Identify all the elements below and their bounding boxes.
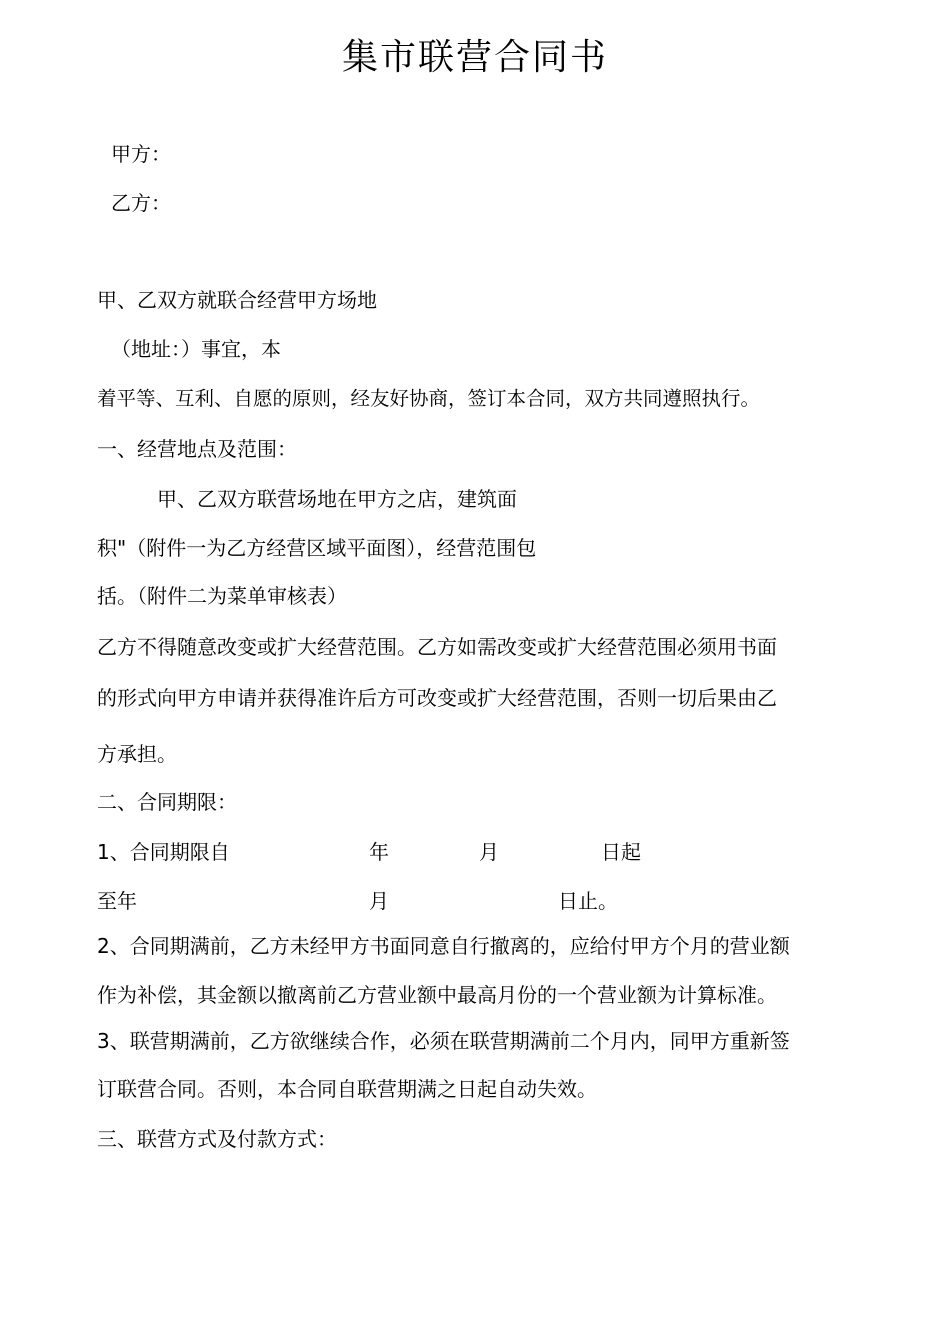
section-1-line-2: 积"（附件一为乙方经营区域平面图），经营范围包 (97, 536, 537, 560)
intro-line-3: 着平等、互利、自愿的原则，经友好协商，签订本合同，双方共同遵照执行。 (97, 387, 761, 410)
intro-line-1: 甲、乙双方就联合经营甲方场地 (97, 288, 377, 312)
intro-line-2: （地址：）事宜，本 (111, 337, 281, 361)
term-start-prefix: 1、合同期限自 (97, 840, 230, 864)
section-2-item-2-line-2: 作为补偿，其金额以撤离前乙方营业额中最高月份的一个营业额为计算标准。 (97, 983, 777, 1007)
term-end-month: 月 (369, 889, 389, 913)
section-1-line-1: 甲、乙双方联营场地在甲方之店，建筑面 (157, 487, 517, 511)
section-1-heading: 一、经营地点及范围： (97, 437, 297, 461)
section-1-line-6: 方承担。 (97, 742, 177, 766)
party-a-label: 甲方： (111, 142, 171, 166)
term-end-day: 日止。 (558, 889, 618, 913)
section-2-heading: 二、合同期限： (97, 790, 237, 814)
section-1-line-5: 的形式向甲方申请并获得准许后方可改变或扩大经营范围，否则一切后果由乙 (97, 686, 777, 710)
term-end-prefix: 至年 (97, 889, 137, 913)
section-3-heading: 三、联营方式及付款方式： (97, 1127, 337, 1151)
section-2-item-3-line-2: 订联营合同。否则，本合同自联营期满之日起自动失效。 (97, 1077, 597, 1101)
term-start-day: 日起 (601, 840, 641, 864)
section-2-item-3-line-1: 3、联营期满前，乙方欲继续合作，必须在联营期满前二个月内，同甲方重新签 (97, 1029, 790, 1053)
term-start-year: 年 (369, 840, 389, 864)
term-start-month: 月 (479, 840, 499, 864)
document-title: 集市联营合同书 (341, 37, 608, 78)
party-b-label: 乙方： (111, 191, 171, 215)
section-1-line-3: 括。（附件二为菜单审核表） (97, 584, 347, 608)
section-1-line-4: 乙方不得随意改变或扩大经营范围。乙方如需改变或扩大经营范围必须用书面 (97, 635, 777, 659)
section-2-item-2-line-1: 2、合同期满前，乙方未经甲方书面同意自行撤离的，应给付甲方个月的营业额 (97, 934, 790, 958)
